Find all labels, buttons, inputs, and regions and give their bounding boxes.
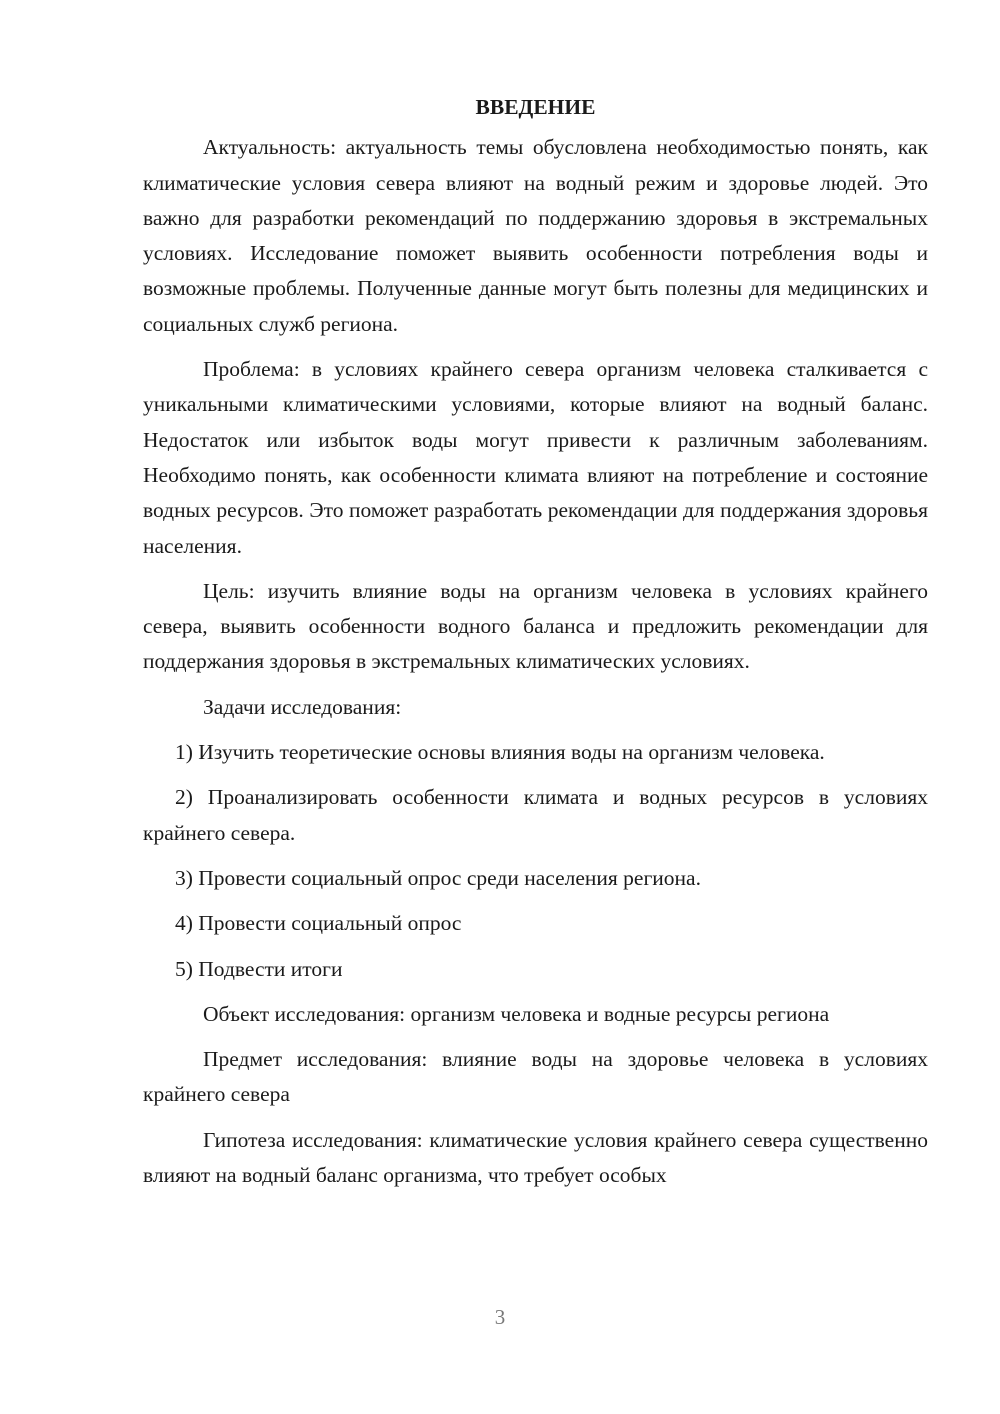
task-item-4: 4) Провести социальный опрос [175, 911, 462, 936]
relevance-paragraph: Актуальность: актуальность темы обусловлена необходимостью понять, как климатические условия севера влияют на водный режим и здоровье людей. Это важно для разработки рекомендаций по поддержанию здоровья в экстремальных условиях. Исследование поможет выявить особенности потребления воды и возможные проблемы. Полученные данные могут быть полезны для медицинских и социальных служб региона. [143, 135, 928, 336]
subject-paragraph: Предмет исследования: влияние воды на здоровье человека в условиях крайнего севера [143, 1047, 928, 1107]
page-number: 3 [494, 1305, 506, 1329]
document-page [143, 90, 928, 1203]
task-item-3: 3) Провести социальный опрос среди населения региона. [175, 865, 701, 890]
task-item-2: 2) Проанализировать особенности климата и водных ресурсов в условиях крайнего севера. [143, 785, 928, 845]
tasks-heading: Задачи исследования: [203, 694, 402, 719]
section-title: ВВЕДЕНИЕ [475, 95, 596, 119]
problem-paragraph: Проблема: в условиях крайнего севера организм человека сталкивается с уникальными климатическими условиями, которые влияют на водный баланс. Недостаток или избыток воды могут привести к различным заболеваниям. Необходимо понять, как особенности климата влияют на потребление и состояние водных ресурсов. Это поможет разработать рекомендации для поддержания здоровья населения. [143, 357, 928, 558]
object-paragraph: Объект исследования: организм человека и водные ресурсы региона [203, 1001, 830, 1026]
hypothesis-paragraph: Гипотеза исследования: климатические условия крайнего севера существенно влияют на водный баланс организма, что требует особых [143, 1127, 928, 1188]
task-item-1: 1) Изучить теоретические основы влияния воды на организм человека. [175, 740, 825, 765]
goal-paragraph: Цель: изучить влияние воды на организм человека в условиях крайнего севера, выявить особенности водного баланса и предложить рекомендации для поддержания здоровья в экстремальных климатических условиях. [143, 578, 928, 674]
task-item-5: 5) Подвести итоги [175, 956, 343, 981]
